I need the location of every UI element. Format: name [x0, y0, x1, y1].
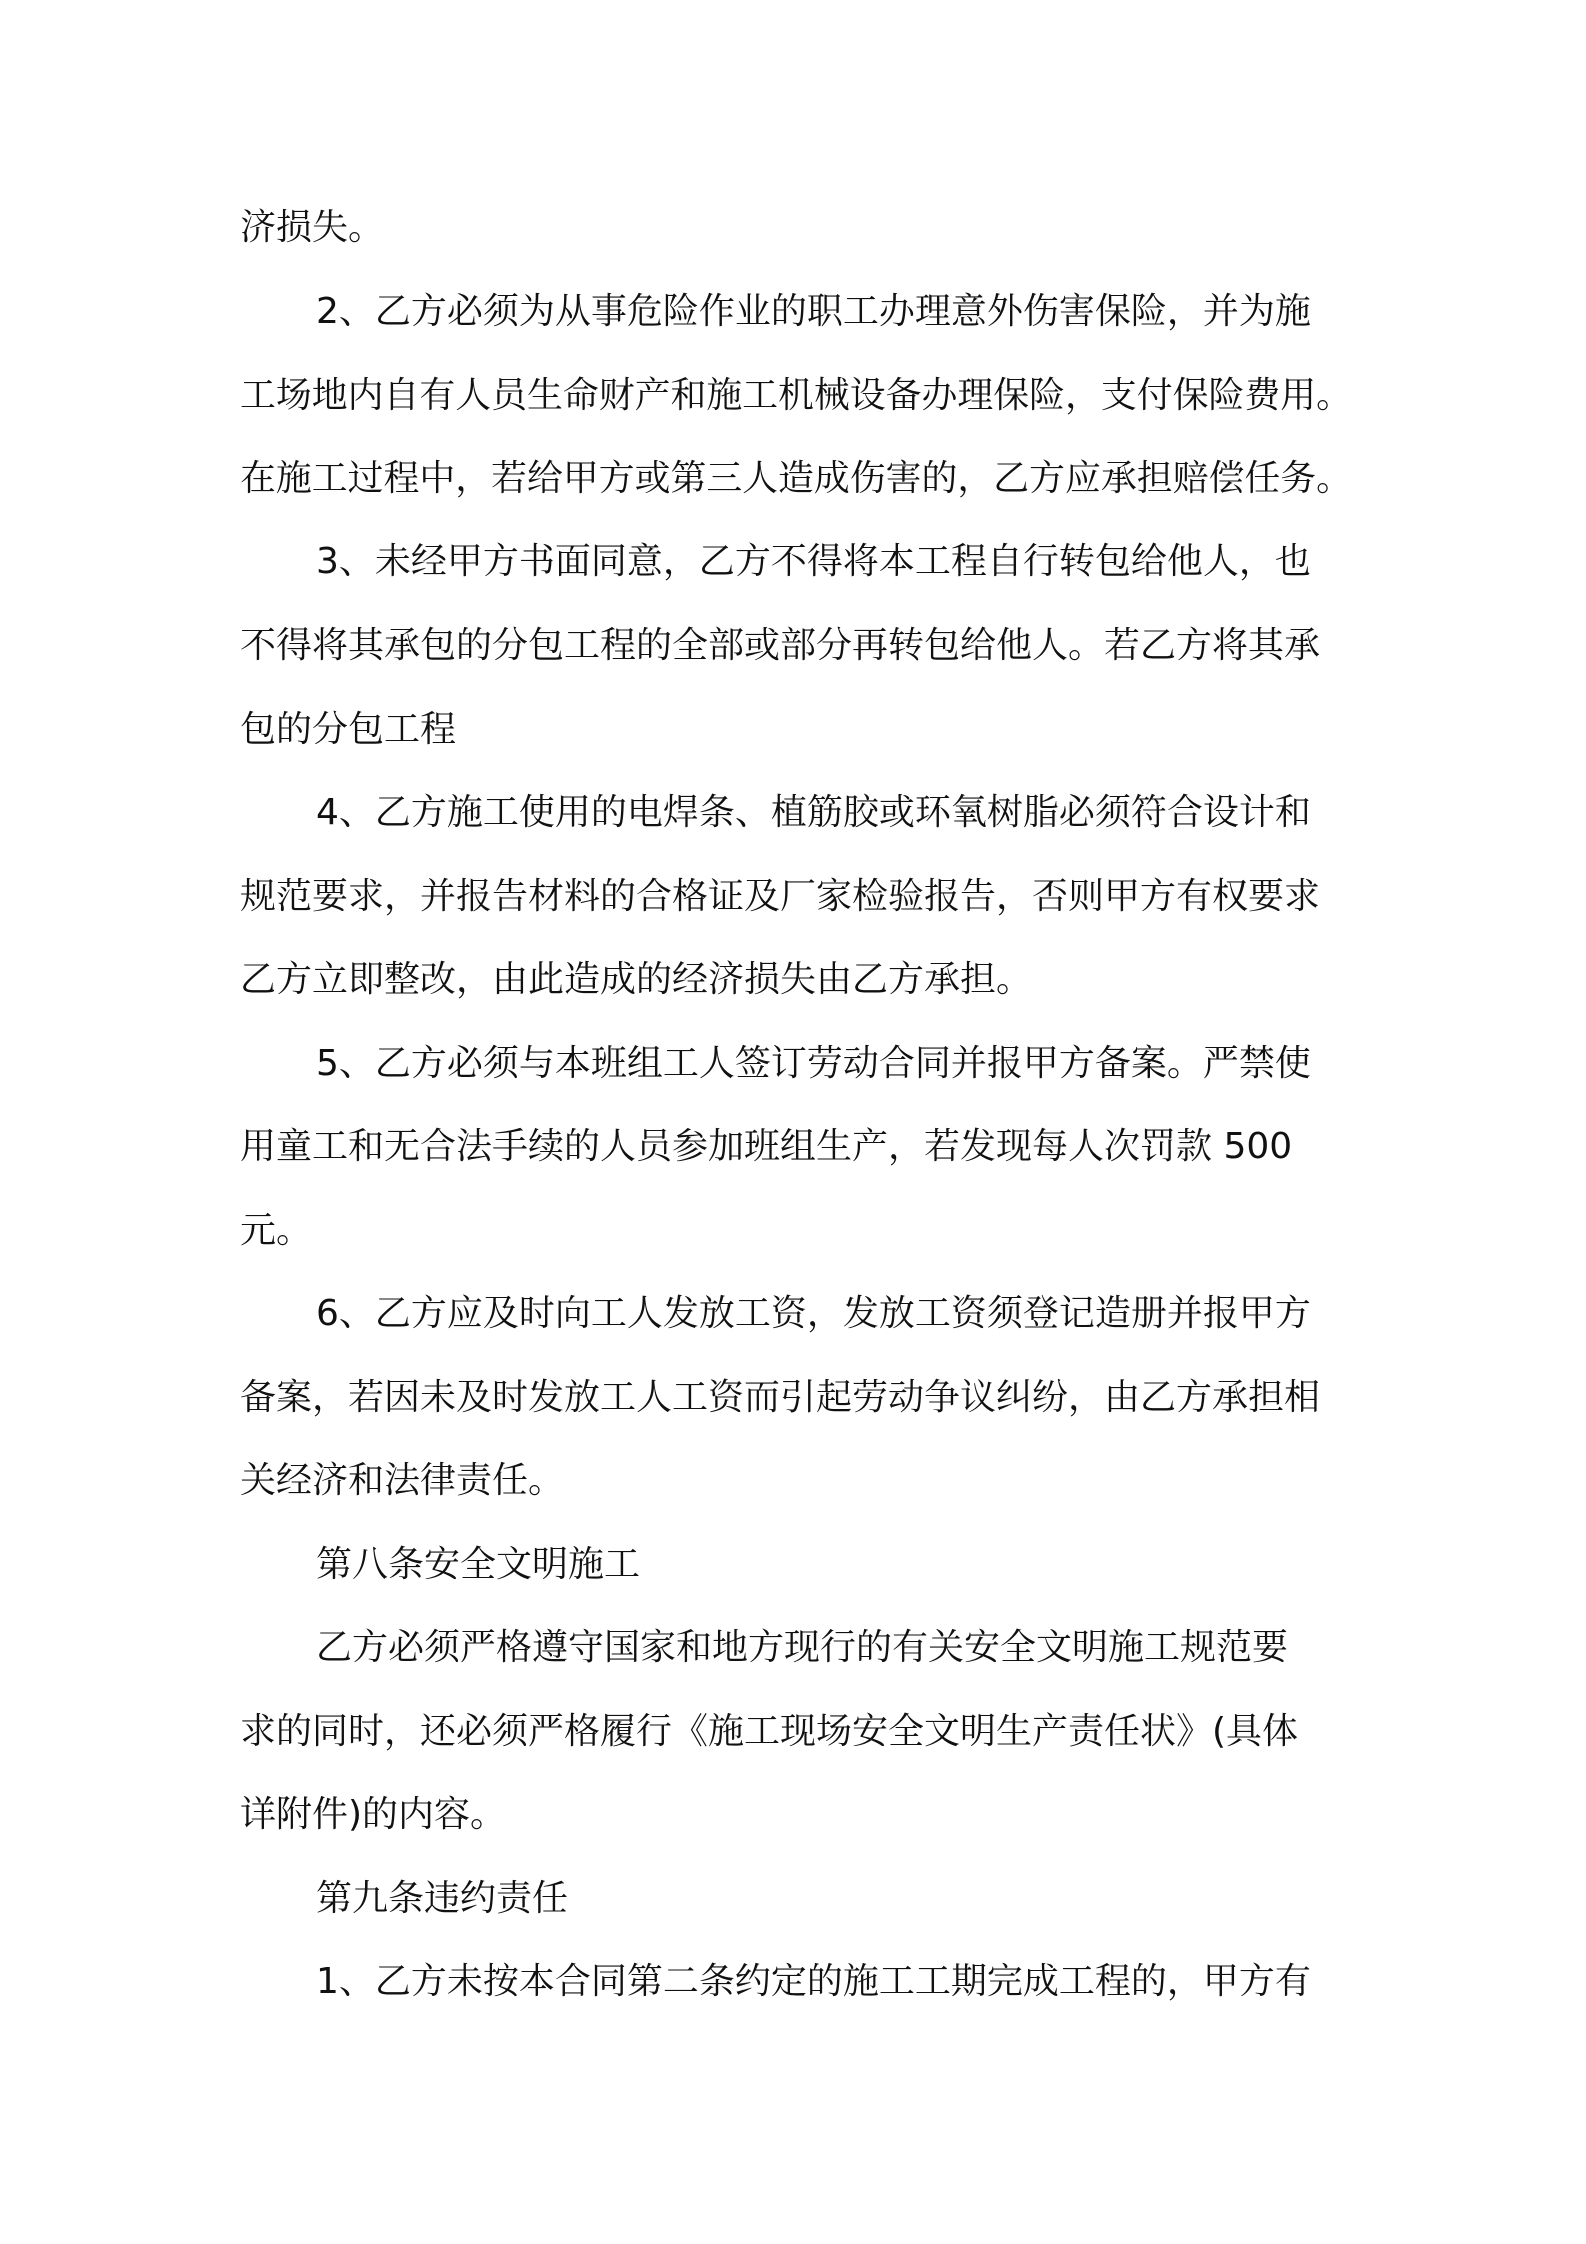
text-line: 不得将其承包的分包工程的全部或部分再转包给他人。若乙方将其承: [240, 625, 1321, 666]
text-line: 济损失。: [240, 207, 385, 248]
text-line: 5、乙方必须与本班组工人签订劳动合同并报甲方备案。严禁使: [316, 1043, 1311, 1084]
text-line: 在施工过程中，若给甲方或第三人造成伤害的，乙方应承担赔偿任务。: [240, 458, 1352, 499]
text-line: 6、乙方应及时向工人发放工资，发放工资须登记造册并报甲方: [316, 1293, 1311, 1334]
text-line: 求的同时，还必须严格履行《施工现场安全文明生产责任状》(具体: [240, 1711, 1299, 1752]
text-line: 用童工和无合法手续的人员参加班组生产，若发现每人次罚款 500: [240, 1126, 1293, 1167]
text-line: 2、乙方必须为从事危险作业的职工办理意外伤害保险，并为施: [316, 291, 1311, 332]
text-line: 乙方必须严格遵守国家和地方现行的有关安全文明施工规范要: [316, 1627, 1289, 1668]
text-line: 包的分包工程: [240, 709, 457, 750]
text-line: 1、乙方未按本合同第二条约定的施工工期完成工程的，甲方有: [316, 1961, 1311, 2002]
section-heading: 第八条安全文明施工: [316, 1544, 641, 1585]
text-line: 备案，若因未及时发放工人工资而引起劳动争议纠纷，由乙方承担相: [240, 1377, 1321, 1418]
text-line: 规范要求，并报告材料的合格证及厂家检验报告，否则甲方有权要求: [240, 876, 1321, 917]
section-heading: 第九条违约责任: [316, 1878, 569, 1919]
text-line: 4、乙方施工使用的电焊条、植筋胶或环氧树脂必须符合设计和: [316, 792, 1311, 833]
text-line: 关经济和法律责任。: [240, 1460, 565, 1501]
text-line: 元。: [240, 1210, 313, 1251]
text-line: 工场地内自有人员生命财产和施工机械设备办理保险，支付保险费用。: [240, 375, 1352, 416]
text-line: 3、未经甲方书面同意，乙方不得将本工程自行转包给他人，也: [316, 541, 1311, 582]
text-line: 乙方立即整改，由此造成的经济损失由乙方承担。: [240, 959, 1033, 1000]
text-line: 详附件)的内容。: [240, 1794, 507, 1835]
